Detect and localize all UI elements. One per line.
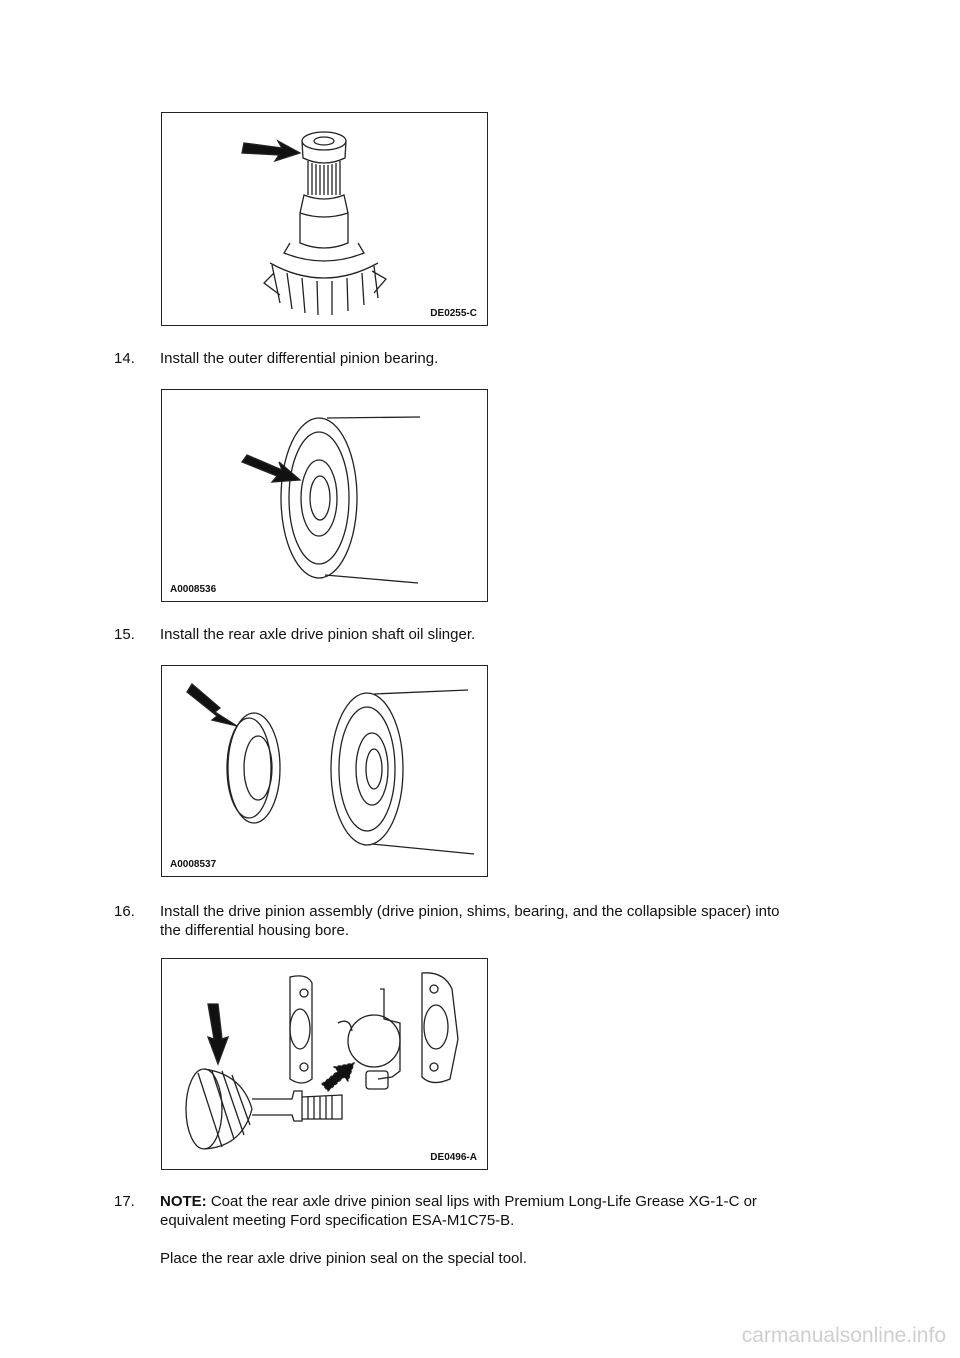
step-text: Install the outer differential pinion bearing. — [160, 350, 439, 367]
figure-drive-pinion-install — [161, 958, 488, 1170]
step-number: 16. — [114, 903, 135, 920]
step-text: Install the rear axle drive pinion shaft oil slinger. — [160, 626, 476, 643]
figure-code: A0008536 — [170, 584, 217, 595]
figure-code: DE0255-C — [430, 308, 477, 319]
step-17 — [114, 1192, 914, 1282]
figure-code: DE0496-A — [430, 1152, 477, 1163]
step-15 — [114, 625, 914, 645]
step-text: Place the rear axle drive pinion seal on the special tool. — [160, 1250, 527, 1267]
watermark: carmanualsonline.info — [741, 1324, 946, 1347]
step-16 — [114, 902, 914, 942]
step-number: 15. — [114, 626, 135, 643]
note-text: Coat the rear axle drive pinion seal lips with Premium Long-Life Grease XG-1-C or — [206, 1193, 757, 1210]
step-text-line1: Install the drive pinion assembly (drive pinion, shims, bearing, and the collapsible spacer) into — [160, 903, 780, 920]
step-14 — [114, 349, 914, 369]
figure-outer-bearing — [161, 112, 488, 326]
oil-slinger-illustration — [162, 666, 489, 878]
figure-housing-bore — [161, 389, 488, 602]
pinion-bearing-illustration — [162, 113, 489, 327]
note-line2: equivalent meeting Ford specification ESA-M1C75-B. — [160, 1212, 515, 1229]
drive-pinion-illustration — [162, 959, 489, 1171]
step-number: 14. — [114, 350, 135, 367]
step-number: 17. — [114, 1193, 135, 1210]
figure-code: A0008537 — [170, 859, 217, 870]
step-text-line2: the differential housing bore. — [160, 922, 350, 939]
note-label: NOTE: — [160, 1193, 207, 1210]
figure-oil-slinger — [161, 665, 488, 877]
note-line1 — [160, 1192, 757, 1211]
housing-bore-illustration — [162, 390, 489, 603]
